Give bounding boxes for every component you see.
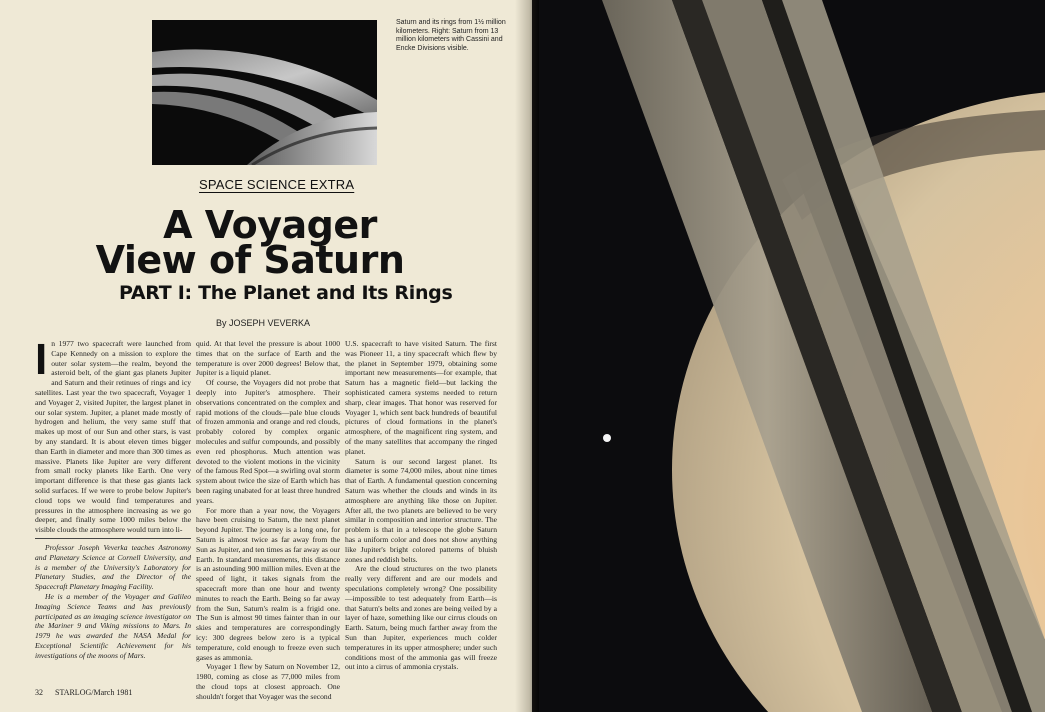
page-footer (35, 688, 132, 697)
page-number: 32 (35, 688, 43, 697)
headline-line-1: A Voyager (163, 203, 377, 247)
section-kicker: SPACE SCIENCE EXTRA (199, 177, 355, 192)
body-paragraph: For more than a year now, the Voyagers have been cruising to Saturn, the next planet beyond Jupiter. The journey is a long one, for Saturn is almost twice as far away from the Sun as Jupiter, and ten times as far away as our Earth. In standard measurements, this distance is an astounding 900 million miles. Even at the speed of light, it takes signals from the spacecraft more than one hour and twenty minutes to reach the Earth. Being so far away from the Sun, Saturn's realm is a frigid one. The Sun is almost 90 times fainter than in our skies and temperatures are correspondingly icy: 300 degrees below zero is a typical temperature, cold enough to freeze even such gases as ammonia. (196, 505, 340, 662)
photo-caption: Saturn and its rings from 1½ million kilometers. Right: Saturn from 13 million kilometers with Cassini and Encke Divisions visible. (396, 19, 506, 52)
page-gutter (515, 0, 539, 712)
body-paragraph: quid. At that level the pressure is about 1000 times that on the surface of Earth and the temperature is over 2000 degrees! Below that, Jupiter is a liquid planet. (196, 339, 340, 378)
bio-paragraph: He is a member of the Voyager and Galileo Imaging Science Teams and has previously participated as an imaging science investigator on the Mariner 9 and Viking missions to Mars. In 1979 he was awarded the NASA Medal for Exceptional Scientific Achievement for his investigations of the moons of Mars. (35, 591, 191, 660)
body-paragraph: Of course, the Voyagers did not probe that deeply into Jupiter's atmosphere. Their observations concentrated on the complex and rapid motions of the clouds—pale blue clouds of frozen ammonia and orange and red clouds, probably colored by complex organic molecules and sulfur compounds, and possibly even red phosphorus. Much attention was devoted to the violent motions in the vicinity of the famous Red Spot—a swirling oval storm system about twice the size of Earth which has been raging unabated for at least three hundred years. (196, 378, 340, 505)
saturn-photo (532, 0, 1045, 712)
author-bio (35, 543, 191, 661)
body-paragraph: Are the cloud structures on the two planets really very different and are our models and speculations completely wrong? One possibility—impossible to test adequately from Earth—is that Saturn's belts and zones are being veiled by a layer of haze, something like our cirrus clouds on Earth. Saturn, being much farther away from the Sun than Jupiter, experiences much colder temperatures in its upper atmosphere; under such conditions most of the ammonia gas will freeze out into a cirrus of ammonia crystals. (345, 564, 497, 672)
body-paragraph: Saturn is our second largest planet. Its diameter is some 74,000 miles, about nine times that of Earth. A fundamental question concerning Saturn was whether the clouds and winds in its atmosphere are anything like those on Jupiter. After all, the two planets are believed to be very similar in composition and interior structure. The problem is that in a telescope the globe Saturn has a uniform color and does not show anything like Jupiter's bright colored patterns of bluish zones and reddish belts. (345, 456, 497, 564)
issue-info: STARLOG/March 1981 (55, 688, 133, 697)
column-2 (196, 339, 340, 701)
drop-cap: I (35, 335, 48, 384)
subtitle: PART I: The Planet and Its Rings (119, 282, 453, 304)
byline: By JOSEPH VEVERKA (216, 318, 311, 328)
saturn-rings-photo (152, 20, 377, 165)
headline-line-2: View of Saturn (95, 238, 405, 282)
body-paragraph: n 1977 two spacecraft were launched from Cape Kennedy on a mission to explore the outer solar system—the realm, beyond the asteroid belt, of the giant gas planets Jupiter and Saturn and their retinues of rings and icy satellites. Last year the two spacecraft, Voyager 1 and Voyager 2, visited Jupiter, the largest planet in our solar system. Jupiter, a planet made mostly of hydrogen and helium, the very same stuff that makes up most of our Sun and other stars, is vast by any standard. It is about eleven times bigger than Earth in diameter and more than 300 times as massive. Planets like Jupiter are very different from small rocky planets like Earth. One very important difference is that these gas giants lack solid surfaces. If we were to probe below Jupiter's cloud tops we would find temperatures and pressures in the atmosphere increasing as we go deeper, and finally some 1000 miles below the visible clouds the atmosphere would turn into li- (35, 339, 191, 535)
column-3 (345, 339, 497, 672)
body-paragraph: Voyager 1 flew by Saturn on November 12, 1980, coming as close as 77,000 miles from the cloud tops at closest approach. One shouldn't forget that Voyager was the second (196, 662, 340, 701)
column-1 (35, 335, 191, 661)
bio-divider (35, 538, 191, 539)
body-paragraph: U.S. spacecraft to have visited Saturn. The first was Pioneer 11, a tiny spacecraft which flew by the planet in September 1979, obtaining some important new measurements—for example, that Saturn has a magnetic field—but lacking the sophisticated camera systems needed to return sharp, clear images. That honor was reserved for Voyager 1, which sent back hundreds of beautiful pictures of cloud formations in the planet's atmosphere, of the magnificent ring system, and of the many satellites that accompany the ringed planet. (345, 339, 497, 456)
right-page-saturn-photo (532, 0, 1045, 712)
bio-paragraph: Professor Joseph Veverka teaches Astronomy and Planetary Science at Cornell University, and is a member of the University's Laboratory for Planetary Studies, and the Director of the Spacecraft Planetary Imaging Facility. (35, 542, 191, 592)
